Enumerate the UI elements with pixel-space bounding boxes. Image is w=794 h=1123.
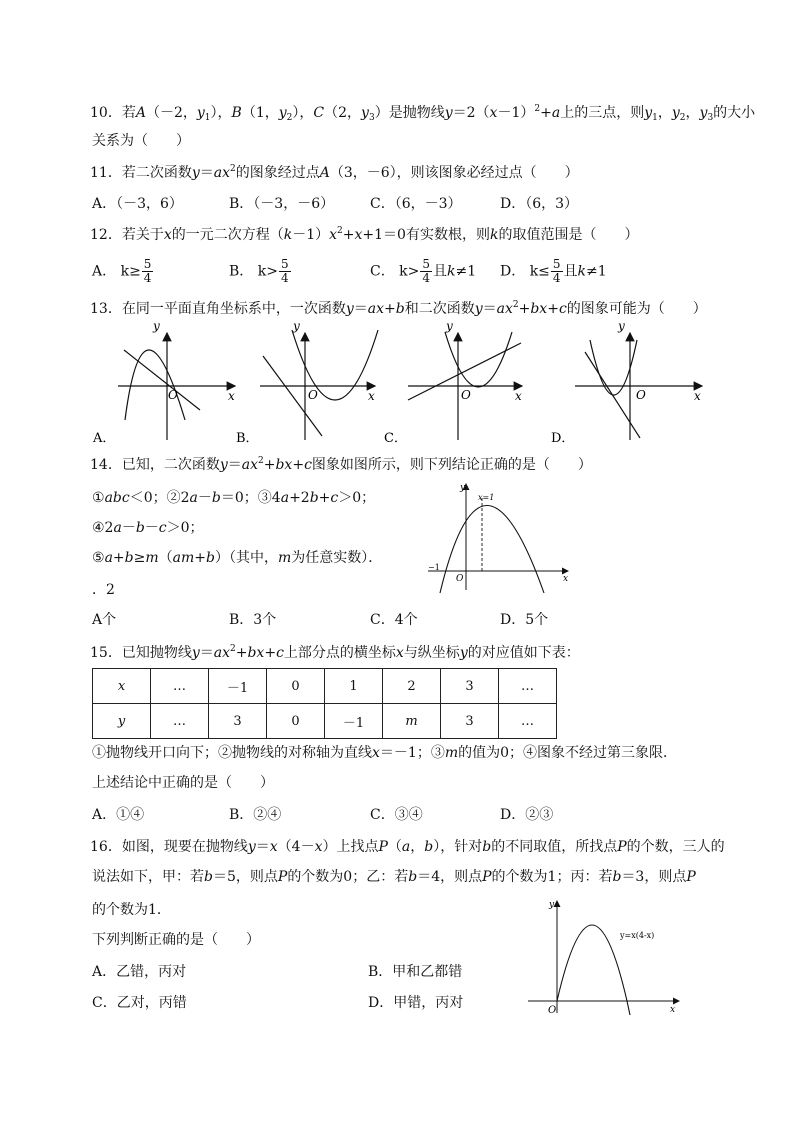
var: bx: [247, 645, 265, 661]
var: b: [211, 490, 221, 506]
var: A: [319, 165, 330, 181]
sub: 1: [652, 113, 658, 123]
q14-option-b: B．3个: [229, 612, 277, 628]
sup: 2: [534, 104, 541, 114]
y-label: y: [153, 319, 160, 333]
q-text: ①: [92, 490, 105, 506]
table-cell: 3: [209, 704, 267, 739]
q-text: ）: [374, 105, 389, 121]
q-text: ＝5，则点: [212, 869, 278, 885]
question-number: 12．: [90, 227, 122, 243]
origin-label: O: [456, 574, 464, 584]
fraction: [551, 258, 563, 285]
sup: 2: [230, 644, 236, 654]
var: y: [699, 105, 708, 121]
table-row: [93, 669, 557, 704]
var: P: [617, 839, 627, 855]
var: C: [313, 105, 325, 121]
q-text: 的对应值如下表：: [467, 645, 580, 661]
var: a: [189, 490, 198, 506]
origin-label: O: [548, 1005, 557, 1016]
q-text: 的一元二次方程（: [171, 227, 284, 243]
question-number: 11．: [90, 165, 122, 181]
q-text: ），: [210, 105, 232, 121]
numerator: 5: [143, 257, 152, 271]
var: ax: [213, 645, 230, 661]
q-text: －: [121, 520, 136, 536]
table-cell: …: [499, 669, 557, 704]
var: P: [277, 869, 288, 885]
operator: >: [266, 263, 278, 280]
line: [124, 350, 200, 410]
var: P: [378, 839, 388, 855]
cell-text: y: [117, 713, 126, 729]
fraction: [279, 258, 291, 285]
var: m: [277, 550, 292, 566]
question-number: 14．: [90, 457, 122, 473]
question-number: 15．: [90, 645, 122, 661]
option-label: A．: [92, 263, 117, 280]
q-text: 已知抛物线: [121, 645, 192, 661]
table-cell: …: [499, 704, 557, 739]
var: y: [644, 105, 653, 121]
q15-option-a: A．①④: [92, 807, 145, 823]
q-text: （3，－6），则该图象必经过点（ ）: [329, 165, 579, 181]
var: c: [276, 645, 284, 661]
q15-option-b: B．②④: [229, 807, 282, 823]
q-text: 说法如下，甲：若: [92, 869, 204, 885]
q-text: 且: [433, 263, 448, 280]
q-text: 图象如图所示，则下列结论正确的是（ ）: [311, 457, 592, 473]
q-text: 若二次函数: [121, 165, 192, 181]
y-label: y: [549, 900, 555, 910]
q12-option-a: [92, 258, 154, 285]
var: b: [309, 490, 319, 506]
y-label: y: [460, 483, 466, 493]
var: a: [551, 105, 561, 121]
graph-label: B．: [236, 431, 259, 446]
option-label: D．: [500, 263, 526, 280]
q16-line2: [92, 867, 696, 887]
var: ax: [241, 457, 258, 473]
var: x: [354, 227, 363, 243]
q-text: ＝: [227, 457, 242, 473]
q-text: －1）: [292, 227, 330, 243]
q-text: +: [342, 227, 355, 243]
x-label: x: [368, 389, 375, 403]
q-text: 如图，现要在抛物线: [121, 839, 248, 855]
var: c: [330, 490, 339, 506]
q-text: 的取值范围是（ ）: [498, 227, 639, 243]
graph-b: [236, 319, 378, 446]
sup: 2: [258, 456, 264, 466]
var: P: [482, 869, 492, 885]
q-text: 与纵坐标: [403, 645, 460, 661]
var: k: [447, 263, 456, 280]
q-text: 和二次函数: [404, 301, 475, 317]
q-text: ）: [322, 839, 337, 855]
q12-option-d: [500, 258, 607, 285]
graph-c: [384, 319, 522, 446]
q-text: －1）: [497, 105, 535, 121]
table-cell: [93, 669, 151, 704]
var: k: [399, 263, 408, 280]
table-cell: …: [151, 704, 209, 739]
question-number: 13．: [90, 301, 122, 317]
q-text: +: [235, 645, 248, 661]
origin-label: O: [461, 388, 471, 402]
var: y: [191, 645, 200, 661]
q16-graph: [524, 895, 684, 1020]
var: am: [172, 550, 195, 566]
question-number: 16．: [90, 839, 122, 855]
var: b: [135, 520, 145, 536]
q-text: ④2: [92, 520, 114, 536]
q-text: （－2，: [145, 105, 197, 121]
var: k: [577, 263, 587, 280]
q-text: 的值为0；④图象不经过第三象限．: [458, 745, 678, 761]
var: A: [135, 105, 146, 121]
var: k: [257, 263, 267, 280]
q16-line3: 的个数为1．: [92, 902, 171, 918]
q16-option-b: B．甲和乙都错: [368, 964, 463, 980]
var: ax: [496, 301, 513, 317]
graph-label: C．: [384, 431, 407, 446]
symmetry-label: x=1: [478, 493, 495, 502]
sub: 1: [204, 113, 211, 123]
var: k: [120, 263, 130, 280]
table-cell: －1: [209, 669, 267, 704]
var: a: [280, 490, 290, 506]
q-text: 的不同取值，所找点: [491, 839, 618, 855]
table-cell: 3: [441, 669, 499, 704]
q-text: 的个数为1；丙：若: [491, 869, 613, 885]
sup: 2: [337, 226, 343, 236]
q11-option-b: B．（－3，－6）: [229, 196, 335, 212]
q15-question: 上述结论中正确的是（ ）: [92, 775, 274, 791]
q14-option-c: C．4个: [370, 612, 418, 628]
var: x: [372, 745, 380, 761]
var: a: [104, 550, 113, 566]
q-text: ）（其中，: [214, 550, 278, 566]
q-text: +: [518, 301, 531, 317]
q-text: ＞0；: [166, 520, 204, 536]
table-cell: …: [151, 669, 209, 704]
cell-text: x: [117, 678, 126, 694]
q11-option-c: C．（6，－3）: [370, 196, 462, 212]
q-text: +: [292, 457, 305, 473]
q-text: （4－: [277, 839, 315, 855]
table-cell: 1: [325, 669, 383, 704]
curve-label: y=x(4-x): [620, 931, 655, 940]
q-text: 上的三点，则: [560, 105, 645, 121]
graph-label: A．: [93, 431, 116, 446]
y-label: y: [446, 319, 453, 333]
q-text: 若关于: [121, 227, 164, 243]
q-text: ＝: [199, 165, 214, 181]
var: bx: [275, 457, 293, 473]
q-text: 在同一平面直角坐标系中，一次函数: [121, 301, 346, 317]
x-label: x: [670, 1005, 676, 1015]
var: P: [686, 869, 696, 885]
q16-question: 下列判断正确的是（ ）: [92, 932, 260, 948]
q-text: ＝: [482, 301, 497, 317]
parabola: [445, 332, 512, 387]
var: abc: [104, 490, 130, 506]
sub: 2: [679, 113, 686, 123]
var: b: [124, 550, 134, 566]
numerator: 5: [280, 257, 289, 271]
var: x: [395, 645, 404, 661]
q15-conclusions: [92, 743, 677, 763]
var: y: [247, 839, 256, 855]
q-text: +: [384, 301, 396, 317]
q-text: 的大小: [713, 105, 756, 121]
q-text: ＝3，则点: [621, 869, 687, 885]
var: b: [424, 839, 434, 855]
q14-statements-3: [92, 548, 382, 568]
q14-statements-4: ．2: [92, 582, 115, 598]
q-text: （: [158, 550, 173, 566]
origin-label: O: [636, 388, 646, 402]
graph-a: [92, 319, 235, 446]
q-text: ≠1: [455, 263, 477, 280]
var: c: [304, 457, 312, 473]
var: b: [395, 301, 405, 317]
q-text: 若: [121, 105, 136, 121]
var: B: [231, 105, 242, 121]
table-cell: [383, 704, 441, 739]
var: y: [345, 301, 354, 317]
operator: ≤: [538, 263, 550, 280]
var: b: [408, 869, 418, 885]
question-13: [90, 299, 707, 319]
var: y: [361, 105, 369, 121]
sub: 3: [368, 113, 375, 123]
var: k: [283, 227, 293, 243]
var: a: [401, 839, 411, 855]
q-text: ＝4，则点: [417, 869, 483, 885]
q-text: +: [112, 550, 125, 566]
q16-option-a: A．乙错，丙对: [92, 964, 187, 980]
sub: 2: [286, 113, 293, 123]
fraction: [420, 258, 432, 285]
var: a: [113, 520, 122, 536]
var: x: [314, 839, 323, 855]
origin-label: O: [168, 388, 178, 402]
denominator: 4: [422, 271, 431, 285]
var: b: [482, 839, 492, 855]
question-14: [90, 455, 592, 475]
var: ax: [213, 165, 230, 181]
var: y: [191, 165, 200, 181]
q13-graphs: [0, 318, 794, 448]
var: y: [196, 105, 205, 121]
question-12: [90, 225, 638, 245]
operator: >: [407, 263, 420, 280]
q-text: ≠1: [586, 263, 607, 280]
option-label: B．: [229, 263, 254, 280]
var: c: [558, 301, 567, 317]
var: y: [459, 645, 468, 661]
q-text: －: [144, 520, 159, 536]
q-text: ＝: [353, 301, 368, 317]
operator: ≥: [129, 263, 141, 280]
var: ax: [367, 301, 384, 317]
question-10-line2: 关系为（ ）: [92, 133, 190, 149]
var: x: [163, 227, 172, 243]
q-text: ＞0；: [338, 490, 376, 506]
y-label: y: [293, 319, 300, 333]
var: y: [278, 105, 287, 121]
q-text: ＝: [199, 645, 214, 661]
y-label: y: [618, 319, 625, 333]
var: c: [158, 520, 167, 536]
q11-option-d: D．（6，3）: [500, 196, 579, 212]
q15-option-d: D．②③: [500, 807, 554, 823]
q-text: ⑤: [92, 550, 105, 566]
q-text: +: [318, 490, 331, 506]
line: [585, 352, 640, 438]
neg-one-label: −1: [428, 563, 440, 572]
var: m: [444, 745, 459, 761]
q-text: ＝0；③4: [220, 490, 281, 506]
parabola: [125, 350, 185, 420]
q-text: ＝－1；③: [379, 745, 445, 761]
question-11: [90, 163, 579, 183]
question-16: [90, 837, 725, 857]
q14-statements-2: [92, 518, 204, 538]
table-cell: 3: [441, 704, 499, 739]
q16-option-c: C．乙对，丙错: [92, 995, 187, 1011]
q-text: 的个数为0；乙：若: [287, 869, 409, 885]
q-text: ＝2（: [452, 105, 490, 121]
q15-option-c: C．③④: [370, 807, 423, 823]
q-text: ，: [657, 105, 672, 121]
q-text: 已知，二次函数: [121, 457, 220, 473]
q-text: ≥: [133, 550, 146, 566]
table-cell: －1: [325, 704, 383, 739]
var: b: [206, 550, 215, 566]
numerator: 5: [422, 257, 431, 271]
q-text: 上部分点的横坐标: [283, 645, 396, 661]
table-cell: 2: [383, 669, 441, 704]
q-text: 上找点: [336, 839, 379, 855]
var: x: [329, 227, 338, 243]
var: y: [219, 457, 228, 473]
question-15: [90, 643, 580, 663]
denominator: 4: [143, 271, 152, 285]
x-label: x: [228, 389, 235, 403]
sup: 2: [512, 300, 519, 310]
denominator: 4: [280, 271, 289, 285]
q14-option-d: D．5个: [500, 612, 549, 628]
q-text: ＝: [255, 839, 270, 855]
q-text: 的图象可能为（ ）: [566, 301, 707, 317]
sub: 3: [707, 113, 714, 123]
fraction: [142, 258, 154, 285]
graph-d: [551, 319, 702, 446]
var: x: [489, 105, 498, 121]
option-label: C．: [370, 263, 395, 280]
question-number: 10．: [90, 105, 122, 121]
table-cell: 0: [267, 669, 325, 704]
q-text: 且: [563, 263, 578, 280]
table-cell: 0: [267, 704, 325, 739]
table-cell: [93, 704, 151, 739]
var: k: [529, 263, 539, 280]
q-text: +: [264, 645, 277, 661]
q-text: ），: [292, 105, 314, 121]
q14-option-a: A个: [92, 612, 117, 628]
q-text: 的个数，三人的: [626, 839, 725, 855]
q14-graph: [420, 478, 575, 596]
q-text: 是抛物线: [388, 105, 445, 121]
table-row: [93, 704, 557, 739]
var: y: [474, 301, 483, 317]
q-text: －: [197, 490, 212, 506]
var: b: [612, 869, 622, 885]
x-label: x: [694, 389, 701, 403]
var: k: [489, 227, 499, 243]
var: y: [444, 105, 453, 121]
x-label: x: [515, 389, 522, 403]
origin-label: O: [308, 388, 318, 402]
q14-statements-1: [92, 488, 375, 508]
q-text: +: [547, 301, 559, 317]
q-text: +: [540, 105, 552, 121]
q-text: +2: [289, 490, 310, 506]
q-text: +: [194, 550, 206, 566]
q-text: （1，: [241, 105, 279, 121]
q-text: ），针对: [433, 839, 483, 855]
var: m: [145, 550, 159, 566]
q16-option-d: D．甲错，丙对: [368, 995, 464, 1011]
q15-table: [92, 668, 557, 739]
q-text: +1＝0有实数根，则: [362, 227, 490, 243]
q-text: ，: [410, 839, 425, 855]
q-text: （: [387, 839, 402, 855]
q-text: ①抛物线开口向下；②抛物线的对称轴为直线: [92, 745, 372, 761]
cell-text: m: [405, 713, 418, 729]
q-text: +: [263, 457, 276, 473]
q12-option-b: [229, 258, 292, 285]
x-label: x: [563, 574, 569, 584]
q12-option-c: [370, 258, 476, 285]
var: bx: [530, 301, 548, 317]
q-text: ＜0；②2: [129, 490, 190, 506]
q-text: （2，: [324, 105, 362, 121]
q11-option-a: A．（－3，6）: [92, 196, 183, 212]
var: y: [671, 105, 680, 121]
q-text: ，: [685, 105, 700, 121]
graph-label: D．: [551, 431, 575, 446]
var: x: [269, 839, 278, 855]
question-10: [90, 103, 755, 123]
q-text: 的图象经过点: [235, 165, 320, 181]
q-text: 为任意实数）．: [291, 550, 383, 566]
denominator: 4: [552, 271, 561, 285]
sup: 2: [230, 164, 236, 174]
numerator: 5: [552, 257, 561, 271]
var: b: [204, 869, 213, 885]
